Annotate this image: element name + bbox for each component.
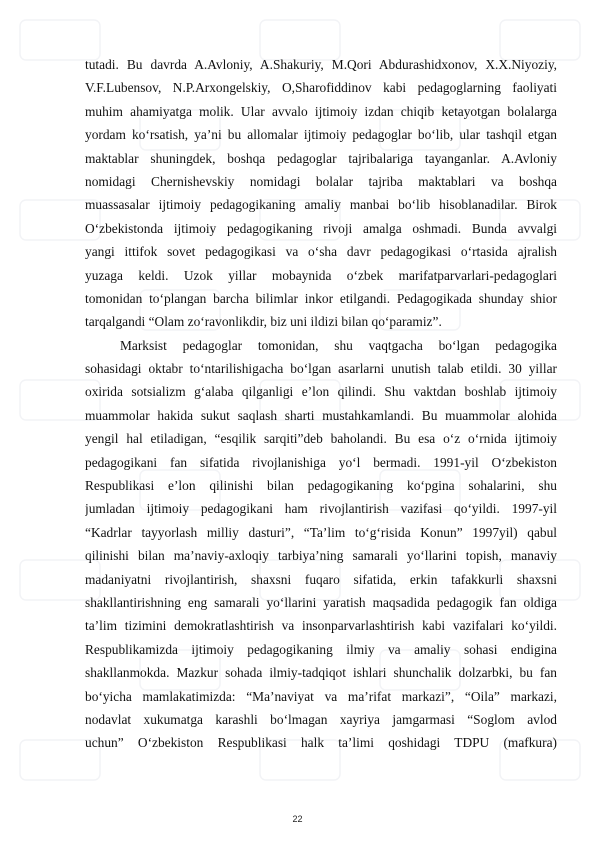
text-line: sohasidagi oktabr to‘ntarilishigacha bo‘lgan asarlarni unutish talab etildi. 30 yillar [85,361,557,377]
text-line: oxirida sotsializm g‘alaba qilganligi e’lon qilindi. Shu vaktdan boshlab ijtimoiy [85,384,557,400]
text-line: yuzaga keldi. Uzok yillar mobaynida o‘zbek marifatparvarlari-pedagoglari [85,267,557,283]
text-line: maktablar shuningdek, boshqa pedagoglar tajribalariga tayanganlar. A.Avloniy [85,150,557,166]
text-line: nodavlat xukumatga karashli bo‘lmagan xayriya jamgarmasi “Soglom avlod [85,711,557,727]
text-line: yordam ko‘rsatish, ya’ni bu allomalar ijtimoiy pedagoglar bo‘lib, ular tashqil etgan [85,127,557,143]
text-line: jumladan ijtimoiy pedagogikani ham rivojlantirish vazifasi qo‘yildi. 1997-yil [85,501,557,517]
paragraph-2 [85,334,557,755]
text-line: yengil hal etiladigan, “esqilik sarqiti”deb baholandi. Bu esa o‘z o‘rnida ijtimoiy [85,431,557,447]
text-line: O‘zbekistonda ijtimoiy pedagogikaning rivoji amalga oshmadi. Bunda avvalgi [85,220,557,236]
text-line: pedagogikani fan sifatida rivojlanishiga yo‘l bermadi. 1991-yil O‘zbekiston [85,454,557,470]
text-line: shakllantirishning eng samarali yo‘llarini yaratish maqsadida pedagogik fan oldiga [85,594,557,610]
text-line: muammolar hakida sukut saqlash sharti mustahkamlandi. Bu muammolar alohida [85,407,557,423]
body-text [85,53,557,755]
text-line: “Kadrlar tayyorlash milliy dasturi”, “Ta’lim to‘g‘risida Konun” 1997yil) qabul [85,524,557,540]
text-line: nomidagi Chernishevskiy nomidagi bolalar tajriba maktablari va boshqa [85,173,557,189]
text-line: qilinishi bilan ma’naviy-axloqiy tarbiya’ning samarali yo‘llarini topish, manaviy [85,548,557,564]
text-line: tutadi. Bu davrda A.Avloniy, A.Shakuriy, M.Qori Abdurashidxonov, X.X.Niyoziy, [85,57,557,72]
text-line: Respublikasi e’lon qilinishi bilan pedagogikaning ko‘pgina sohalarini, shu [85,478,557,494]
text-line: shakllanmokda. Mazkur sohada ilmiy-tadqiqot ishlari shunchalik dolzarbki, bu fan [85,665,557,681]
text-line: muhim ahamiyatga molik. Ular avvalo ijtimoiy izdan chiqib ketayotgan bolalarga [85,103,557,119]
page-number: 22 [292,814,303,824]
text-line: bo‘yicha mamlakatimizda: “Ma’naviyat va ma’rifat markazi”, “Oila” markazi, [85,688,557,704]
text-line: muassasalar ijtimoiy pedagogikaning amaliy manbai bo‘lib hisoblanadilar. Birok [85,197,557,213]
paragraph-1 [85,53,557,334]
text-line: tarqalgandi “Olam zo‘ravonlikdir, biz uni ildizi bilan qo‘paramiz”. [85,314,442,330]
text-line: tomonidan to‘plangan barcha bilimlar inkor etilgandi. Pedagogikada shunday shior [85,290,557,306]
text-line: V.F.Lubensov, N.P.Arxongelskiy, O,Sharofiddinov kabi pedagoglarning faoliyati [85,80,557,96]
text-line: uchun” O‘zbekiston Respublikasi halk ta’limi qoshidagi TDPU (mafkura) [85,735,557,751]
text-line: ta’lim tizimini demokratlashtirish va insonparvarlashtirish kabi vazifalari ko‘yildi. [85,618,557,634]
text-line: yangi ittifok sovet pedagogikasi va o‘sha davr pedagogikasi o‘rtasida ajralish [85,244,557,260]
text-line: Respublikamizda ijtimoiy pedagogikaning ilmiy va amaliy sohasi endigina [85,641,557,657]
text-line: madaniyatni rivojlantirish, shaxsni fuqaro sifatida, erkin tafakkurli shaxsni [85,571,557,587]
text-line: Marksist pedagoglar tomonidan, shu vaqtgacha bo‘lgan pedagogika [120,337,557,353]
